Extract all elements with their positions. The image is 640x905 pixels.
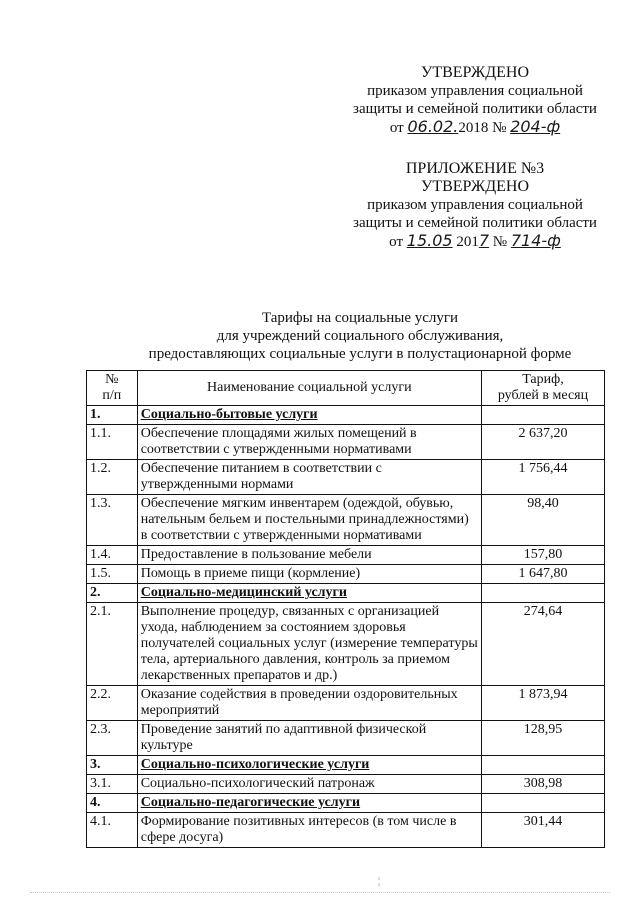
- header-tariff: [481, 371, 604, 406]
- tariff-value: 2 637,20: [481, 425, 604, 460]
- row-number: 1.3.: [87, 495, 138, 546]
- approval-stamp-appendix-3: [340, 160, 610, 251]
- row-number: 1.5.: [87, 565, 138, 584]
- approval-issuer-line-2: защиты и семейной политики области: [353, 215, 597, 231]
- document-title: [90, 309, 630, 363]
- title-line-2: для учреждений социального обслуживания,: [216, 328, 504, 344]
- tariff-value: 274,64: [481, 603, 604, 686]
- approval-date-line: [340, 118, 610, 137]
- header-number-sign: №: [105, 372, 119, 387]
- approval-heading: УТВЕРЖДЕНО: [420, 64, 529, 81]
- number-sign: №: [492, 234, 508, 250]
- table-row: [87, 546, 605, 565]
- scan-artifact-line: [30, 892, 610, 897]
- tariff-value: [481, 794, 604, 813]
- service-name: Выполнение процедур, связанных с организацией ухода, наблюдением за состоянием здоровья получателей социальных услуг (измерение температуры тела, артериального давления, контроль за приемом лекарственных препаратов и др.): [137, 603, 481, 686]
- tariff-value: [481, 406, 604, 425]
- handwritten-order-number: 204-ф: [510, 117, 561, 136]
- row-number: 1.4.: [87, 546, 138, 565]
- table-row: [87, 565, 605, 584]
- row-number: 2.: [87, 584, 138, 603]
- header-tariff-line-1: Тариф,: [522, 372, 564, 387]
- date-prefix: от: [389, 234, 404, 250]
- header-tariff-line-2: рублей в месяц: [497, 388, 589, 403]
- handwritten-year-digit: 7: [478, 231, 490, 250]
- row-number: 3.: [87, 756, 138, 775]
- row-number: 3.1.: [87, 775, 138, 794]
- tariff-value: 157,80: [481, 546, 604, 565]
- approval-issuer-line-1: приказом управления социальной: [367, 197, 583, 213]
- table-row: [87, 813, 605, 848]
- approval-issuer-line-2: защиты и семейной политики области: [353, 101, 597, 117]
- service-name: Формирование позитивных интересов (в том числе в сфере досуга): [137, 813, 481, 848]
- section-row: [87, 584, 605, 603]
- title-line-1: Тарифы на социальные услуги: [261, 310, 459, 326]
- table-row: [87, 495, 605, 546]
- tariff-value: 1 873,94: [481, 686, 604, 721]
- service-name: Социально-бытовые услуги: [137, 406, 481, 425]
- order-year-prefix: 201: [456, 234, 479, 250]
- tariff-value: [481, 584, 604, 603]
- row-number: 1.1.: [87, 425, 138, 460]
- tariff-value: 301,44: [481, 813, 604, 848]
- tariff-value: 98,40: [481, 495, 604, 546]
- row-number: 4.: [87, 794, 138, 813]
- table-row: [87, 775, 605, 794]
- number-sign: №: [492, 120, 507, 136]
- title-line-3: предоставляющих социальные услуги в полустационарной форме: [148, 346, 572, 362]
- approval-date-line: [340, 232, 610, 251]
- row-number: 2.3.: [87, 721, 138, 756]
- table-row: [87, 460, 605, 495]
- row-number: 2.2.: [87, 686, 138, 721]
- table-header-row: [87, 371, 605, 406]
- scan-artifact-mark: ¦: [378, 876, 381, 887]
- section-row: [87, 756, 605, 775]
- section-row: [87, 794, 605, 813]
- service-name: Проведение занятий по адаптивной физической культуре: [137, 721, 481, 756]
- service-name: Социально-психологические услуги: [137, 756, 481, 775]
- service-name: Социально-педагогические услуги: [137, 794, 481, 813]
- tariff-value: 308,98: [481, 775, 604, 794]
- handwritten-order-number: 714-ф: [510, 231, 561, 250]
- service-name: Обеспечение площадями жилых помещений в соответствии с утвержденными нормативами: [137, 425, 481, 460]
- service-name: Оказание содействия в проведении оздоровительных мероприятий: [137, 686, 481, 721]
- table-body: [87, 406, 605, 848]
- row-number: 1.2.: [87, 460, 138, 495]
- tariffs-table: [86, 370, 605, 848]
- approval-heading: УТВЕРЖДЕНО: [420, 178, 529, 195]
- header-service-name: Наименование социальной услуги: [137, 371, 481, 406]
- service-name: Помощь в приеме пищи (кормление): [137, 565, 481, 584]
- table-row: [87, 425, 605, 460]
- tariff-value: 128,95: [481, 721, 604, 756]
- table-row: [87, 686, 605, 721]
- service-name: Обеспечение мягким инвентарем (одеждой, обувью, нательным бельем и постельными принадлежностями) в соответствии с утвержденными нормативами: [137, 495, 481, 546]
- approval-stamp-order-2018: [340, 64, 610, 137]
- date-prefix: от: [389, 120, 404, 136]
- row-number: 2.1.: [87, 603, 138, 686]
- order-year: 2018: [458, 120, 489, 136]
- handwritten-date: 06.02.: [407, 117, 459, 136]
- tariff-value: 1 647,80: [481, 565, 604, 584]
- row-number: 4.1.: [87, 813, 138, 848]
- service-name: Социально-медицинский услуги: [137, 584, 481, 603]
- table-row: [87, 603, 605, 686]
- tariff-value: 1 756,44: [481, 460, 604, 495]
- service-name: Обеспечение питанием в соответствии с утвержденными нормами: [137, 460, 481, 495]
- service-name: Социально-психологический патронаж: [137, 775, 481, 794]
- row-number: 1.: [87, 406, 138, 425]
- table-row: [87, 721, 605, 756]
- tariff-value: [481, 756, 604, 775]
- service-name: Предоставление в пользование мебели: [137, 546, 481, 565]
- approval-issuer-line-1: приказом управления социальной: [367, 83, 583, 99]
- handwritten-date: 15.05: [406, 231, 453, 250]
- section-row: [87, 406, 605, 425]
- appendix-label: ПРИЛОЖЕНИЕ №3: [405, 160, 545, 177]
- header-number-abbr: п/п: [102, 388, 122, 403]
- header-number: [87, 371, 138, 406]
